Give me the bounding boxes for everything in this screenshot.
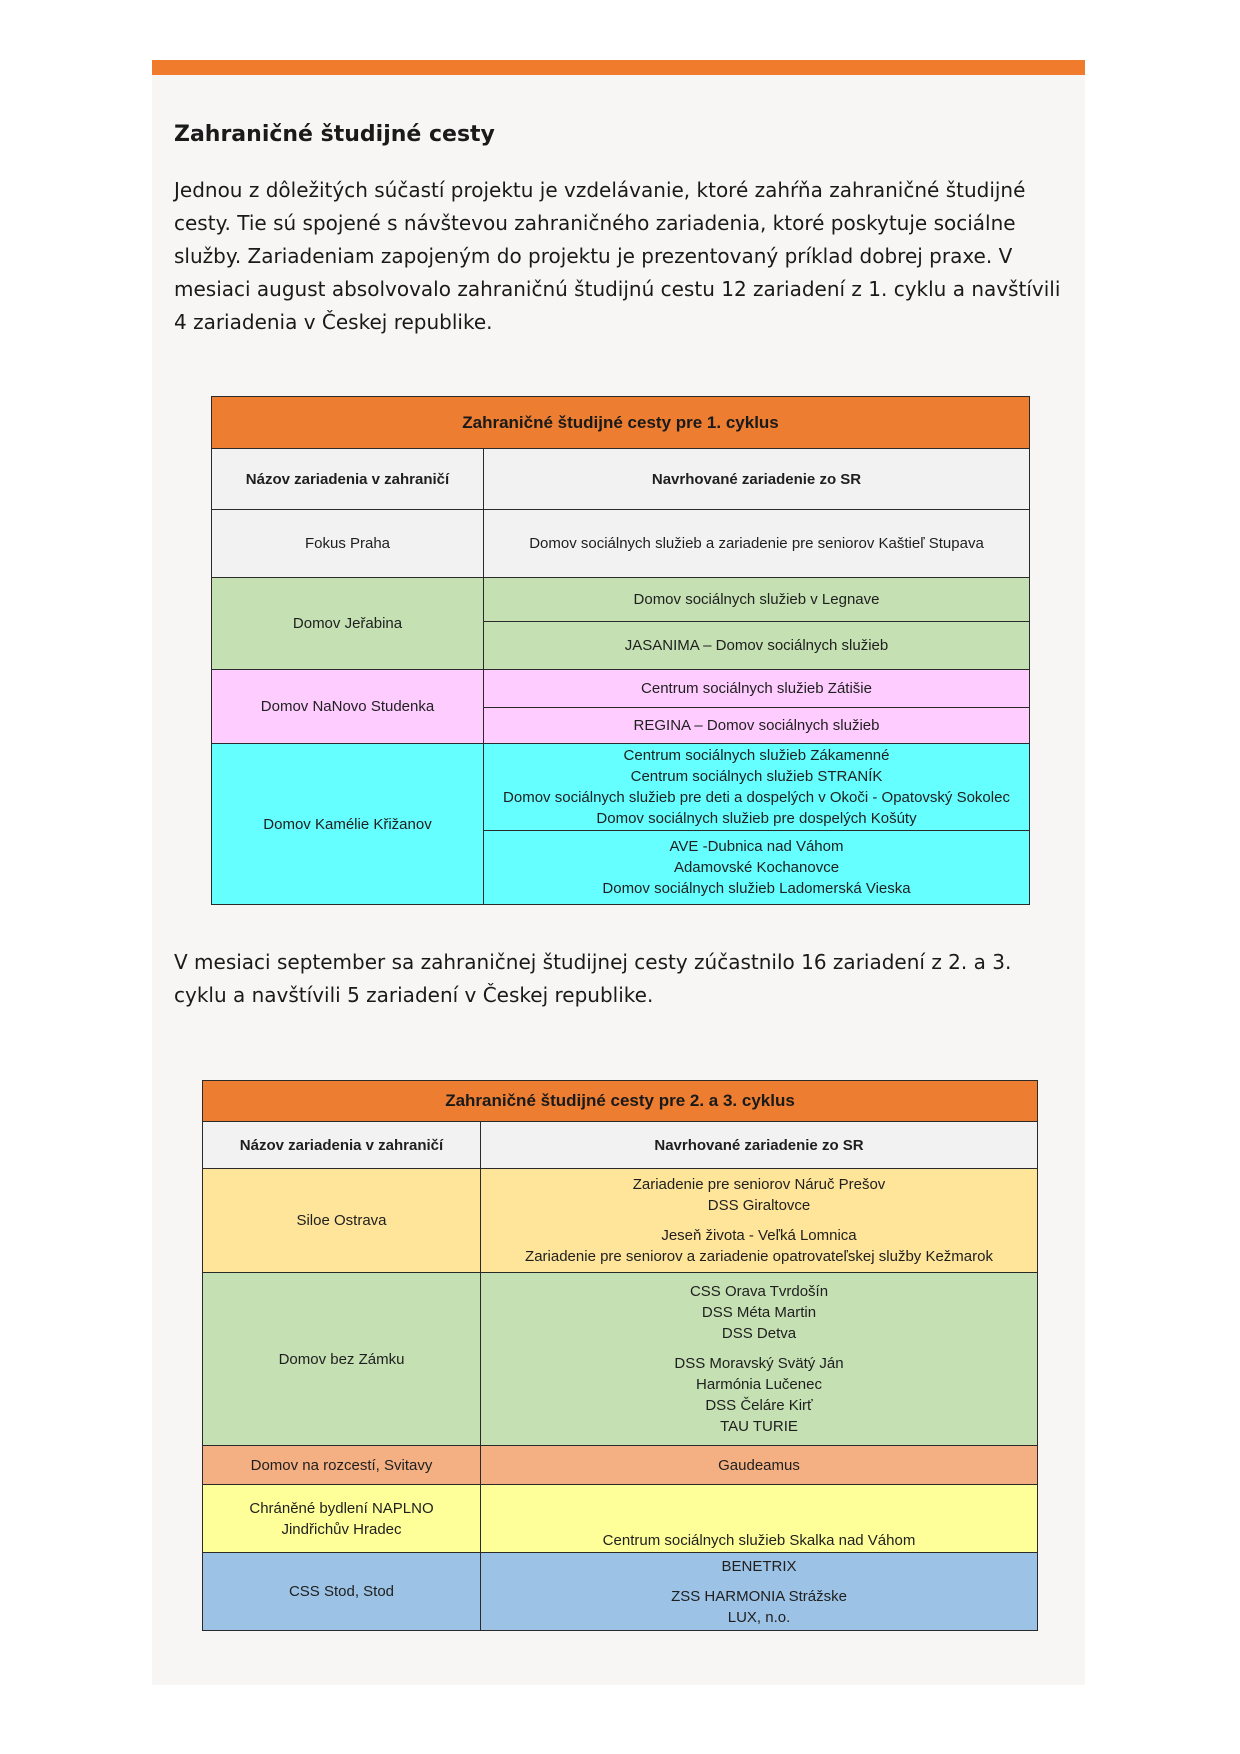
sk-facility-group [481, 1169, 1038, 1273]
sk-facility: DSS Méta Martin [701, 1304, 817, 1321]
table-cycle-1 [211, 396, 1030, 905]
foreign-facility: Domov Kamélie Křižanov [212, 744, 484, 905]
sk-facility-group [481, 1273, 1038, 1446]
sk-facility: CSS Orava Tvrdošín [689, 1283, 829, 1300]
sk-facility: DSS Giraltovce [707, 1197, 811, 1214]
table-row [203, 1485, 1038, 1553]
sk-facility-group [484, 831, 1030, 905]
line-gap [487, 1577, 1031, 1586]
table-row [212, 744, 1030, 831]
table1-col2-header: Navrhované zariadenie zo SR [484, 449, 1030, 510]
sk-facility: Zariadenie pre seniorov Náruč Prešov [632, 1176, 886, 1193]
table2-col2-header: Navrhované zariadenie zo SR [481, 1122, 1038, 1169]
sk-facility: BENETRIX [721, 1557, 797, 1575]
table-row [203, 1446, 1038, 1485]
sk-facility: REGINA – Domov sociálnych služieb [484, 708, 1030, 744]
sk-facility: Harmónia Lučenec [696, 1376, 822, 1393]
sk-facility: LUX, n.o. [727, 1608, 791, 1626]
sk-facility: Adamovské Kochanovce [673, 859, 840, 876]
sk-facility: Centrum sociálnych služieb Zátišie [484, 670, 1030, 708]
sk-facility: DSS Moravský Svätý Ján [674, 1355, 844, 1372]
sk-facility: Centrum sociálnych služieb Skalka nad Váhom [481, 1485, 1038, 1553]
sk-facility: Centrum sociálnych služieb STRANÍK [630, 768, 883, 785]
sk-facility: DSS Čeláre Kirť [705, 1397, 813, 1414]
table-row [203, 1553, 1038, 1631]
foreign-facility: Fokus Praha [212, 510, 484, 578]
foreign-facility [203, 1485, 481, 1553]
foreign-facility-line: Chráněné bydlení NAPLNO [249, 1499, 434, 1517]
table-row [203, 1273, 1038, 1446]
sk-facility: Domov sociálnych služieb pre deti a dospelých v Okoči - Opatovský Sokolec [503, 789, 1010, 806]
table-cycle-2-3 [202, 1080, 1038, 1631]
foreign-facility: Domov na rozcestí, Svitavy [203, 1446, 481, 1485]
section-heading: Zahraničné študijné cesty [174, 122, 495, 147]
sk-facility: Zariadenie pre seniorov a zariadenie opatrovateľskej služby Kežmarok [525, 1248, 993, 1265]
foreign-facility: Siloe Ostrava [203, 1169, 481, 1273]
sk-facility: Domov sociálnych služieb v Legnave [484, 578, 1030, 622]
table2-title: Zahraničné študijné cesty pre 2. a 3. cyklus [203, 1081, 1038, 1122]
sk-facility: Domov sociálnych služieb Ladomerská Vieska [602, 880, 911, 897]
sk-facility-group [484, 744, 1030, 831]
sk-facility: ZSS HARMONIA Strážske [671, 1587, 847, 1605]
foreign-facility: Domov bez Zámku [203, 1273, 481, 1446]
table2-col1-header: Názov zariadenia v zahraničí [203, 1122, 481, 1169]
sk-facility: Domov sociálnych služieb a zariadenie pre seniorov Kaštieľ Stupava [484, 510, 1030, 578]
table1-title: Zahraničné študijné cesty pre 1. cyklus [212, 397, 1030, 449]
foreign-facility-line: Jindřichův Hradec [281, 1520, 402, 1538]
intro-paragraph: Jednou z dôležitých súčastí projektu je vzdelávanie, ktoré zahŕňa zahraničné študijné cesty. Tie sú spojené s návštevou zahraničného zariadenia, ktoré poskytuje sociálne služby. Zariadeniam zapojeným do projektu je prezentovaný príklad dobrej praxe. V mesiaci august absolvovalo zahraničnú študijnú cestu 12 zariadení z 1. cyklu a navštívili 4 zariadenia v Českej republike. [174, 178, 1061, 334]
sk-facility: JASANIMA – Domov sociálnych služieb [484, 622, 1030, 670]
sk-facility: Centrum sociálnych služieb Zákamenné [623, 747, 890, 764]
table-row [203, 1169, 1038, 1273]
sk-facility: Domov sociálnych služieb pre dospelých Košúty [596, 810, 917, 827]
foreign-facility: Domov NaNovo Studenka [212, 670, 484, 744]
table-row [212, 578, 1030, 622]
sk-facility: TAU TURIE [720, 1418, 798, 1435]
line-gap [487, 1216, 1031, 1225]
line-gap [487, 1344, 1031, 1353]
foreign-facility: CSS Stod, Stod [203, 1553, 481, 1631]
table-row [212, 670, 1030, 708]
sk-facility-group [481, 1553, 1038, 1631]
sk-facility: Gaudeamus [481, 1446, 1038, 1485]
sk-facility: AVE -Dubnica nad Váhom [669, 838, 844, 855]
sk-facility: DSS Detva [721, 1325, 797, 1342]
table-row [212, 510, 1030, 578]
top-accent-bar [152, 60, 1085, 75]
september-paragraph: V mesiaci september sa zahraničnej študijnej cesty zúčastnilo 16 zariadení z 2. a 3. cyklu a navštívili 5 zariadení v Českej republike. [174, 950, 1012, 1007]
sk-facility: Jeseň života - Veľká Lomnica [661, 1227, 857, 1244]
table1-col1-header: Názov zariadenia v zahraničí [212, 449, 484, 510]
foreign-facility: Domov Jeřabina [212, 578, 484, 670]
